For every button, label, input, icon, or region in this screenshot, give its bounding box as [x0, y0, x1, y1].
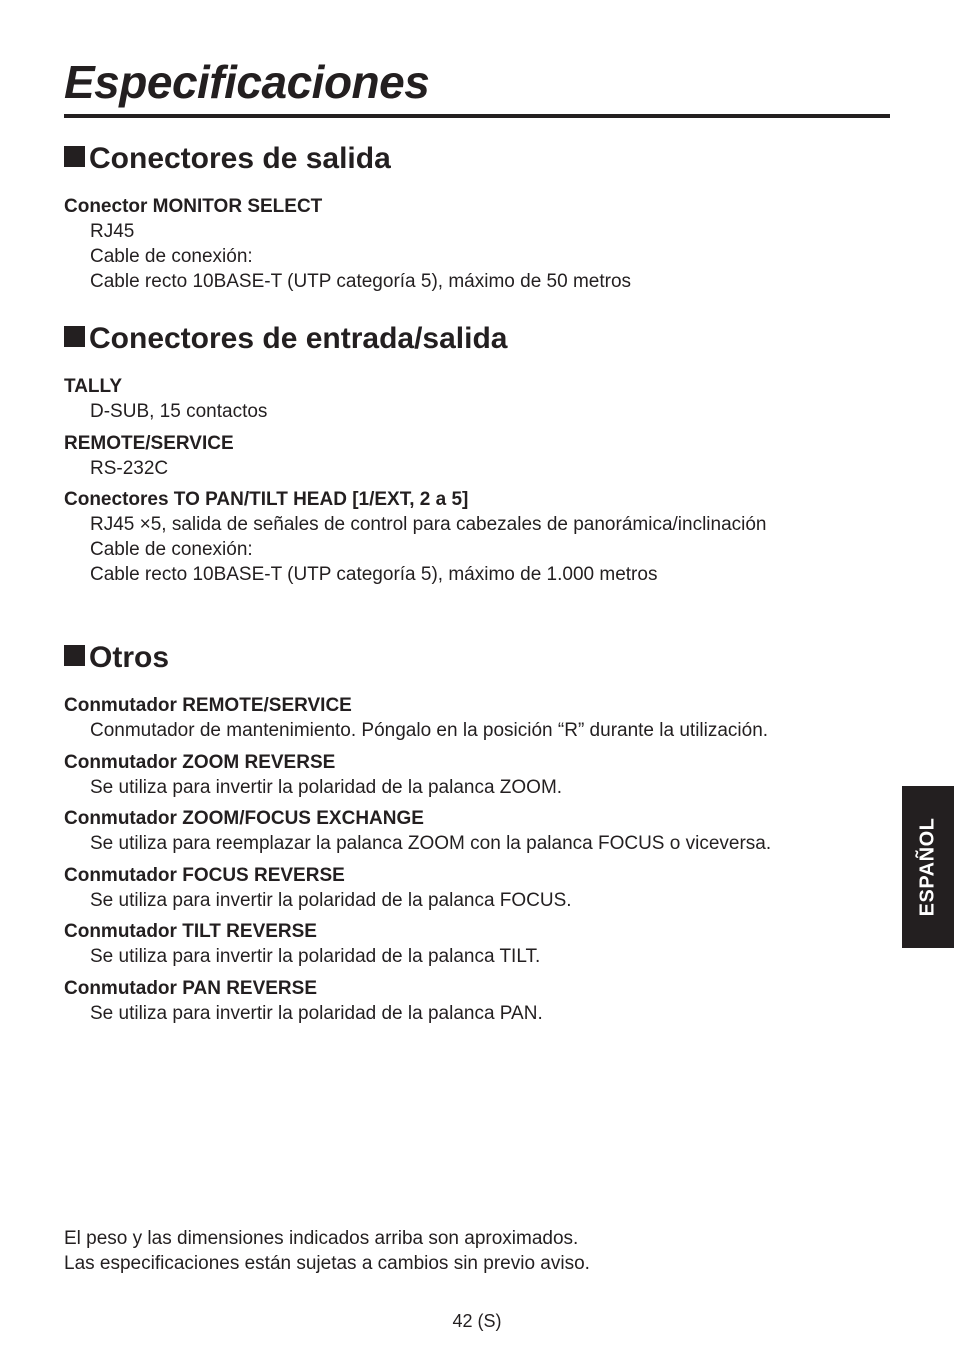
- term-pan-reverse: Conmutador PAN REVERSE: [64, 978, 318, 999]
- section-heading-conectores-salida: Conectores de salida: [64, 141, 391, 177]
- desc-line: Conmutador de mantenimiento. Póngalo en la posición “R” durante la utilización.: [90, 720, 769, 741]
- term-focus-reverse: Conmutador FOCUS REVERSE: [64, 865, 345, 886]
- desc-line: Cable recto 10BASE-T (UTP categoría 5), máximo de 50 metros: [90, 271, 632, 292]
- desc-line: D-SUB, 15 contactos: [90, 401, 268, 422]
- desc-line: Se utiliza para invertir la polaridad de la palanca TILT.: [90, 946, 541, 967]
- title-rule: [64, 114, 890, 118]
- desc-line: RJ45: [90, 221, 135, 242]
- desc-line: Cable de conexión:: [90, 539, 253, 560]
- page-title: Especificaciones: [64, 56, 430, 108]
- desc-line: Cable recto 10BASE-T (UTP categoría 5), máximo de 1.000 metros: [90, 564, 658, 585]
- language-side-tab-label: ESPAÑOL: [916, 817, 939, 917]
- square-bullet-icon: [64, 326, 85, 347]
- desc-line: RJ45 ×5, salida de señales de control para cabezales de panorámica/inclinación: [90, 514, 767, 535]
- term-zoom-focus-exchange: Conmutador ZOOM/FOCUS EXCHANGE: [64, 808, 424, 829]
- desc-line: Se utiliza para invertir la polaridad de la palanca PAN.: [90, 1003, 543, 1024]
- term-monitor-select: Conector MONITOR SELECT: [64, 196, 323, 217]
- term-zoom-reverse: Conmutador ZOOM REVERSE: [64, 752, 336, 773]
- footer-note: Las especificaciones están sujetas a cambios sin previo aviso.: [64, 1253, 590, 1274]
- square-bullet-icon: [64, 645, 85, 666]
- term-tilt-reverse: Conmutador TILT REVERSE: [64, 921, 317, 942]
- page-number: 42 (S): [452, 1311, 502, 1331]
- desc-line: Cable de conexión:: [90, 246, 253, 267]
- term-to-pan-tilt-head: Conectores TO PAN/TILT HEAD [1/EXT, 2 a 5]: [64, 489, 469, 510]
- language-side-tab: [902, 786, 954, 948]
- section-heading-otros: Otros: [64, 640, 169, 676]
- term-remote-service-switch: Conmutador REMOTE/SERVICE: [64, 695, 352, 716]
- desc-line: RS-232C: [90, 458, 169, 479]
- section-heading-conectores-entrada-salida: Conectores de entrada/salida: [64, 321, 507, 357]
- term-tally: TALLY: [64, 376, 123, 397]
- footer-note: El peso y las dimensiones indicados arriba son aproximados.: [64, 1228, 579, 1249]
- desc-line: Se utiliza para invertir la polaridad de la palanca ZOOM.: [90, 777, 563, 798]
- square-bullet-icon: [64, 146, 85, 167]
- desc-line: Se utiliza para reemplazar la palanca ZOOM con la palanca FOCUS o viceversa.: [90, 833, 772, 854]
- term-remote-service: REMOTE/SERVICE: [64, 433, 234, 454]
- desc-line: Se utiliza para invertir la polaridad de la palanca FOCUS.: [90, 890, 572, 911]
